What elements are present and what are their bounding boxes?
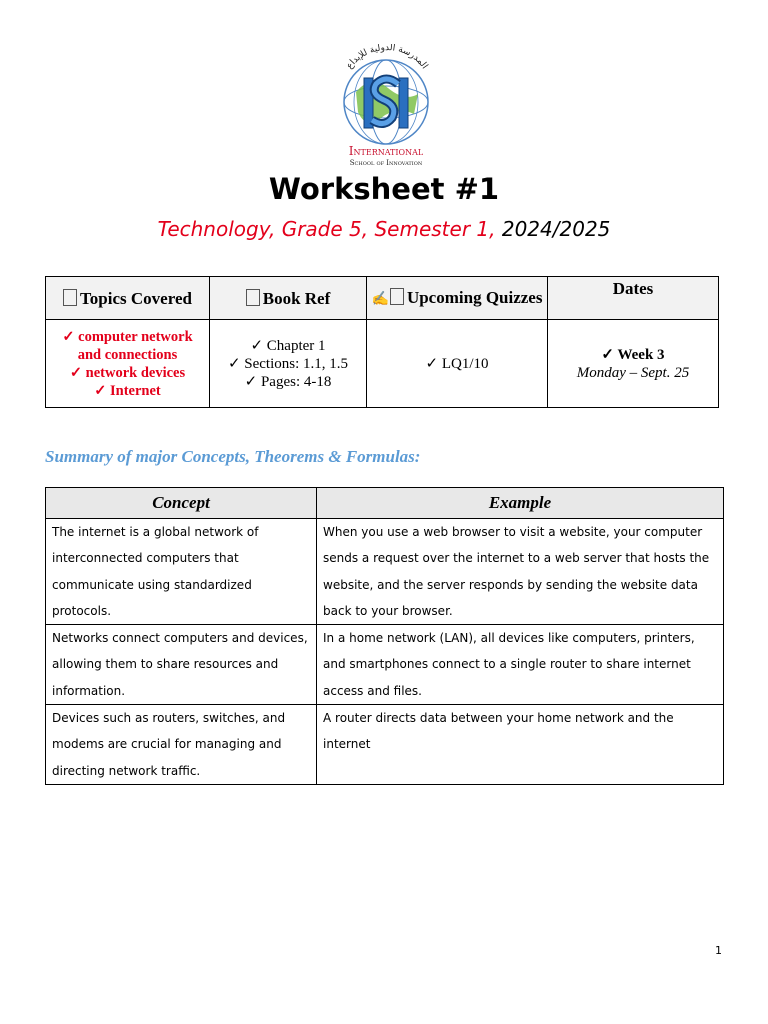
school-logo xyxy=(326,44,446,169)
concept-cell: The internet is a global network of interconnected computers that communicate using standardized protocols. xyxy=(46,519,317,625)
book-item: ✓ Sections: 1.1, 1.5 xyxy=(227,355,349,372)
school-logo-graphic xyxy=(326,44,446,169)
concept-table-header-row xyxy=(46,488,724,519)
concept-cell: Networks connect computers and devices, allowing them to share resources and information. xyxy=(46,625,317,705)
topics-header-label: Topics Covered xyxy=(80,288,192,308)
logo-line1: International xyxy=(348,144,424,158)
book-header-label: Book Ref xyxy=(262,288,331,308)
subtitle-year: 2024/2025 xyxy=(495,217,611,241)
dates-header: Dates xyxy=(548,277,719,320)
info-table xyxy=(45,276,719,408)
book-cell xyxy=(210,320,367,408)
page-number: 1 xyxy=(715,944,722,957)
quiz-cell: ✓ LQ1/10 xyxy=(367,320,548,408)
concept-cell: Devices such as routers, switches, and modems are crucial for managing and directing network traffic. xyxy=(46,705,317,785)
quizzes-header-label: Upcoming Quizzes xyxy=(406,287,543,307)
topics-icon xyxy=(63,289,77,306)
book-item: ✓ Chapter 1 xyxy=(250,337,326,354)
concept-column-header: Concept xyxy=(46,488,317,519)
dates-week: ✓ Week 3 xyxy=(601,346,665,363)
topics-cell xyxy=(46,320,210,408)
page-title: Worksheet #1 xyxy=(268,172,500,206)
info-table-header-row xyxy=(46,277,719,320)
info-table-row xyxy=(46,320,719,408)
dates-cell xyxy=(548,320,719,408)
table-row xyxy=(46,705,724,785)
concept-table xyxy=(45,487,724,785)
topic-item: ✓ Internet xyxy=(94,382,161,399)
quiz-icon xyxy=(390,288,404,305)
quill-icon: ✍ xyxy=(371,291,389,307)
subtitle-course: Technology, Grade 5, Semester 1, xyxy=(157,217,496,241)
book-icon xyxy=(246,289,260,306)
book-header xyxy=(210,277,367,320)
logo-arabic-text: المدرسة الدولية للإبداع xyxy=(344,44,430,72)
topic-item: ✓ network devices xyxy=(69,364,186,381)
topics-header xyxy=(46,277,210,320)
example-cell: When you use a web browser to visit a website, your computer sends a request over the internet to a web server that hosts the website, and the server responds by sending the website data back to your browser. xyxy=(317,519,724,625)
table-row xyxy=(46,625,724,705)
book-item: ✓ Pages: 4-18 xyxy=(244,373,332,390)
example-cell: In a home network (LAN), all devices like computers, printers, and smartphones connect to a single router to share internet access and files. xyxy=(317,625,724,705)
table-row xyxy=(46,519,724,625)
dates-day: Monday – Sept. 25 xyxy=(576,364,690,381)
topic-item: ✓ computer network and connections xyxy=(62,328,193,363)
summary-heading: Summary of major Concepts, Theorems & Formulas: xyxy=(45,447,421,466)
page-subtitle xyxy=(0,217,768,241)
example-column-header: Example xyxy=(317,488,724,519)
example-cell: A router directs data between your home network and the internet xyxy=(317,705,724,785)
quizzes-header xyxy=(367,277,548,320)
logo-line2: School of Innovation xyxy=(349,159,423,167)
